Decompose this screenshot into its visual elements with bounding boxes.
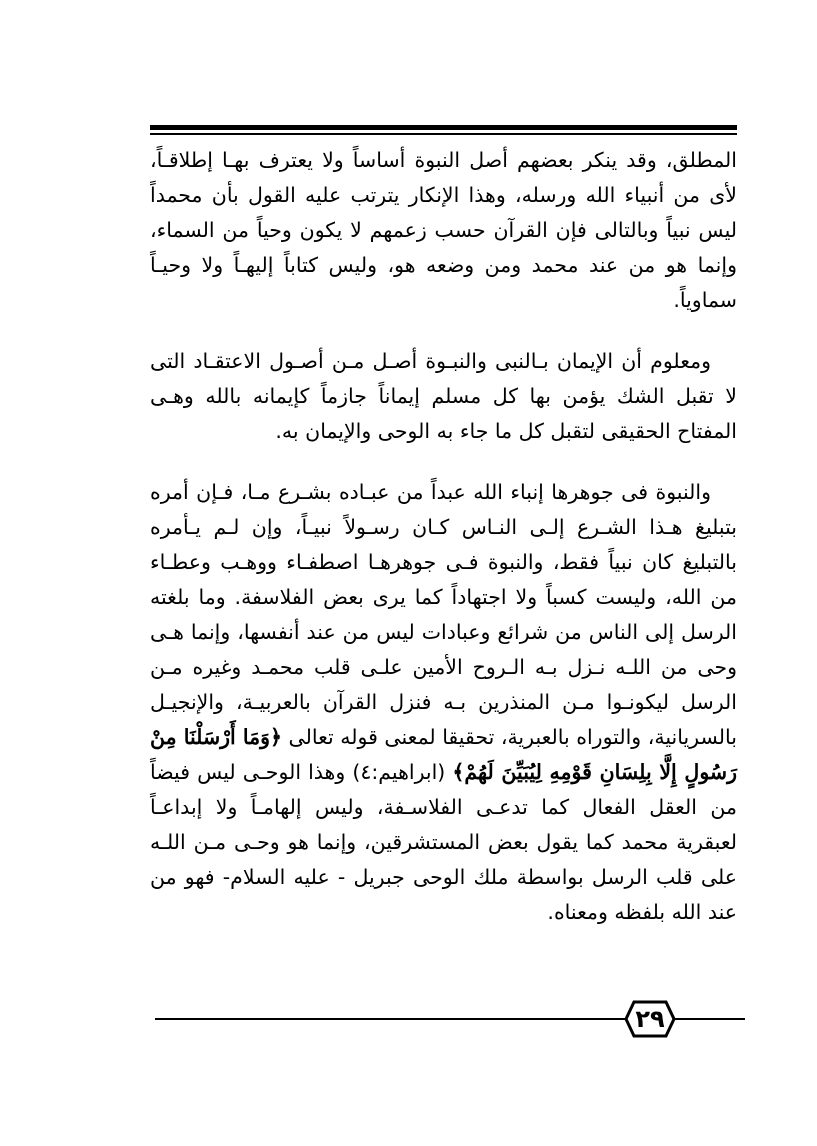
paragraph-1: المطلق، وقد ينكر بعضهم أصل النبوة أساساً ولا يعترف بهـا إطلاقـاً، لأى من أنبياء الله ورسله، وهذا الإنكار يترتب عليه القول بأن محمداً ليس نبياً وبالتالى فإن القرآن حسب زعمهم لا يكون وحياً من السماء، وإنما هو من عند محمد ومن وضعه هو، وليس كتاباً إليهـاً ولا وحيـاً سماوياً. [150,148,737,312]
paragraph-3 [150,475,737,930]
header-rule-thin [150,133,737,135]
header-rule-thick [150,125,737,130]
paragraph-2: ومعلوم أن الإيمان بـالنبى والنبـوة أصـل مـن أصـول الاعتقـاد التى لا تقبل الشك يؤمن بها كل مسلم إيماناً جازماً كإيمانه بالله وهـى المفتاح الحقيقى لتقبل كل ما جاء به الوحى والإيمان به. [150,349,737,443]
body-text [150,143,737,956]
quran-verse: ﴿وَمَا أَرْسَلْنَا مِنْ رَسُولٍ إِلَّا بِلِسَانِ قَوْمِهِ لِيُبَيِّنَ لَهُمْ﴾ [150,725,737,784]
paragraph-3-part-a: والنبوة فى جوهرها إنباء الله عبداً من عبـاده بشـرع مـا، فـإن أمره بتبليغ هـذا الشـرع إلـى النـاس كـان رسـولاً نبيـاً، وإن لـم يـأمره بالتبليغ كان نبياً فقط، والنبوة فـى جوهرهـا اصطفـاء ووهـب وعطـاء من الله، وليست كسباً ولا اجتهاداً كما يرى بعض الفلاسفة. وما بلغته الرسل إلى الناس من شرائع وعبادات ليس من عند أنفسها، وإنما هـى وحى من اللـه نـزل بـه الـروح الأمين علـى قلب محمـد وغيره مـن الرسل ليكونـوا مـن المنذرين بـه فنزل القرآن بالعربيـة، والإنجيـل بالسريانية، والتوراه بالعبرية، تحقيقا لمعنى قوله تعالى [150,480,737,749]
page-number: ٢٩ [635,1005,665,1033]
footer-rule-right [680,1018,745,1020]
footer-rule-left [155,1018,620,1020]
paragraph-3-part-b: (ابراهيم:٤) وهذا الوحـى ليس فيضاً من العقل الفعال كما تدعـى الفلاسـفة، وليس إلهامـاً ولا إبداعـاً لعبقرية محمد كما يقول بعض المستشرقين، وإنما هو وحـى مـن اللـه على قلب الرسل بواسطة ملك الوحى جبريل - عليه السلام- فهو من عند الله بلفظه ومعناه. [150,760,737,924]
